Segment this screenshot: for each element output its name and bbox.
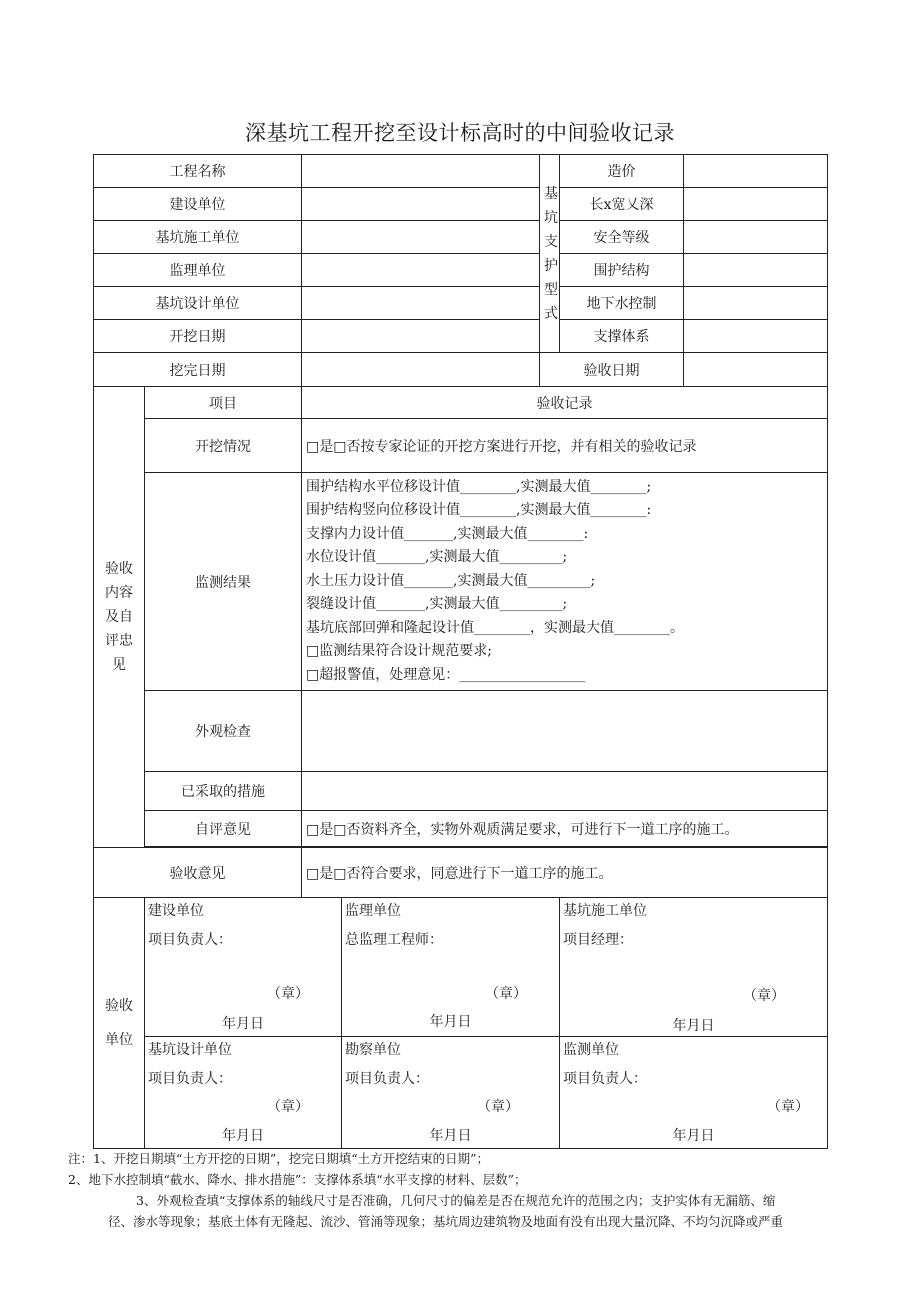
excavation-row <box>94 419 828 473</box>
section-header-row <box>94 387 828 419</box>
signature-cell-supervision[interactable] <box>342 898 560 1037</box>
sig-unit: 监测单位 <box>563 1042 620 1058</box>
sig-seal: （章） <box>485 986 528 1002</box>
measures-row <box>94 772 828 811</box>
monitoring-line: 基坑底部回弹和隆起设计值________，实测最大值________。 <box>306 619 685 636</box>
sig-date: 年月日 <box>672 1128 715 1144</box>
monitoring-line: 裂缝设计值_______,实测最大值_________; <box>306 596 568 613</box>
measures-content[interactable] <box>302 772 828 811</box>
header-label-pit-contractor: 基坑施工单位 <box>94 221 302 254</box>
support-type-label: 基 坑 支 护 型 式 <box>540 155 560 353</box>
construction-unit-value[interactable] <box>302 188 540 221</box>
monitoring-line: 围护结构竖向位移设计值________,实测最大值________: <box>306 502 652 519</box>
signature-row <box>94 1037 828 1149</box>
self-eval-label: 自评意见 <box>145 811 302 847</box>
sig-date: 年月日 <box>429 1014 472 1030</box>
sig-unit: 基坑施工单位 <box>563 903 648 919</box>
excavation-content[interactable]: □是□否按专家论证的开挖方案进行开挖，并有相关的验收记录 <box>302 419 828 473</box>
sig-person: 项目负责人： <box>563 1071 648 1087</box>
header-row <box>94 188 828 221</box>
sig-unit: 勘察单位 <box>345 1042 402 1058</box>
sig-person: 项目负责人： <box>148 932 232 948</box>
signature-cell-survey[interactable] <box>342 1037 560 1149</box>
header-row <box>94 221 828 254</box>
acceptance-opinion-row <box>94 848 828 898</box>
monitoring-content[interactable] <box>302 473 828 691</box>
acceptance-opinion-content[interactable]: □是□否符合要求，同意进行下一道工序的施工。 <box>302 848 828 898</box>
sig-date: 年月日 <box>222 1128 265 1144</box>
dimensions-value[interactable] <box>684 188 828 221</box>
header-label-excavation-date: 开挖日期 <box>94 320 302 353</box>
excavation-date-value[interactable] <box>302 320 540 353</box>
design-unit-value[interactable] <box>302 287 540 320</box>
signature-cell-construction[interactable] <box>145 898 342 1037</box>
self-eval-row <box>94 811 828 847</box>
signature-cell-monitoring[interactable] <box>560 1037 828 1149</box>
acceptance-units-label: 验收 单位 <box>94 898 145 1149</box>
header-label-support-system: 支撑体系 <box>560 320 684 353</box>
signature-cell-contractor[interactable] <box>560 898 828 1037</box>
monitoring-line: 支撑内力设计值_______,实测最大值________: <box>306 525 589 542</box>
cost-value[interactable] <box>684 155 828 188</box>
monitoring-line: 水土压力设计值_______,实测最大值_________; <box>306 572 596 589</box>
col-header-record: 验收记录 <box>302 387 828 419</box>
signature-row <box>94 898 828 1037</box>
sig-unit: 监理单位 <box>345 903 402 919</box>
acceptance-record-table <box>93 154 828 1149</box>
note-line: 注：1、开挖日期填“土方开挖的日期”，挖完日期填“土方开挖结束的日期”； <box>68 1151 490 1166</box>
monitoring-line: 水位设计值_______,实测最大值_________; <box>306 549 568 566</box>
monitoring-line: 围护结构水平位移设计值________,实测最大值________; <box>306 478 652 495</box>
monitoring-label: 监测结果 <box>145 473 302 691</box>
sig-seal: （章） <box>477 1099 520 1115</box>
header-row <box>94 320 828 353</box>
self-eval-content[interactable]: □是□否资料齐全，实物外观质满足要求，可进行下一道工序的施工。 <box>302 811 828 847</box>
note-line: 3、外观检查填“支撑体系的轴线尺寸是否准确，几何尺寸的偏差是否在规范允许的范围之内；支护实体有无漏筋、缩 <box>136 1193 776 1208</box>
sig-unit: 建设单位 <box>148 903 204 919</box>
project-name-value[interactable] <box>302 155 540 188</box>
support-system-value[interactable] <box>684 320 828 353</box>
appearance-content[interactable] <box>302 691 828 772</box>
monitoring-line: □超报警值，处理意见：__________________ <box>306 666 586 683</box>
sig-date: 年月日 <box>672 1018 715 1034</box>
header-row <box>94 287 828 320</box>
sig-person: 项目负责人： <box>148 1071 232 1087</box>
header-label-design-unit: 基坑设计单位 <box>94 287 302 320</box>
header-label-project-name: 工程名称 <box>94 155 302 188</box>
acceptance-date-value[interactable] <box>684 353 828 387</box>
appearance-label: 外观检查 <box>145 691 302 772</box>
header-label-cost: 造价 <box>560 155 684 188</box>
header-label-supervision-unit: 监理单位 <box>94 254 302 287</box>
excavation-label: 开挖情况 <box>145 419 302 473</box>
header-label-dimensions: 长x宽乂深 <box>560 188 684 221</box>
supervision-unit-value[interactable] <box>302 254 540 287</box>
finish-date-value[interactable] <box>302 353 540 387</box>
groundwater-control-value[interactable] <box>684 287 828 320</box>
header-row <box>94 254 828 287</box>
section-label-content: 验收 内容 及自 评忠 见 <box>94 387 145 848</box>
monitoring-line: □监测结果符合设计规范要求; <box>306 643 492 660</box>
acceptance-opinion-label: 验收意见 <box>94 848 302 898</box>
appearance-row <box>94 691 828 772</box>
sig-seal: （章） <box>743 988 786 1004</box>
header-row <box>94 353 828 387</box>
retaining-structure-value[interactable] <box>684 254 828 287</box>
sig-seal: （章） <box>767 1099 810 1115</box>
note-line: 径、渗水等现象；基底土体有无隆起、流沙、管涌等现象；基坑周边建筑物及地面有没有出现大量沉降、不均匀沉降或严重 <box>108 1214 784 1229</box>
header-label-finish-date: 挖完日期 <box>94 353 302 387</box>
col-header-item: 项目 <box>145 387 302 419</box>
header-label-safety-level: 安全等级 <box>560 221 684 254</box>
notes-section <box>68 1148 868 1232</box>
sig-person: 项目经理： <box>563 932 634 948</box>
pit-contractor-value[interactable] <box>302 221 540 254</box>
note-line: 2、地下水控制填“截水、降水、排水措施”：支撑体系填“水平支撑的材料、层数”； <box>68 1172 527 1187</box>
measures-label: 已采取的措施 <box>145 772 302 811</box>
sig-date: 年月日 <box>222 1016 265 1032</box>
sig-seal: （章） <box>267 986 310 1002</box>
sig-date: 年月日 <box>429 1128 472 1144</box>
sig-unit: 基坑设计单位 <box>148 1042 232 1058</box>
sig-person: 项目负责人： <box>345 1071 430 1087</box>
header-label-construction-unit: 建设单位 <box>94 188 302 221</box>
signature-cell-design[interactable] <box>145 1037 342 1149</box>
header-row <box>94 155 828 188</box>
header-label-groundwater-control: 地下水控制 <box>560 287 684 320</box>
sig-seal: （章） <box>267 1099 310 1115</box>
safety-level-value[interactable] <box>684 221 828 254</box>
header-label-retaining-structure: 围护结构 <box>560 254 684 287</box>
monitoring-row <box>94 473 828 691</box>
header-label-acceptance-date: 验收日期 <box>540 353 684 387</box>
sig-person: 总监理工程师： <box>345 932 444 948</box>
document-title: 深基坑工程开挖至设计标高时的中间验收记录 <box>245 121 675 145</box>
